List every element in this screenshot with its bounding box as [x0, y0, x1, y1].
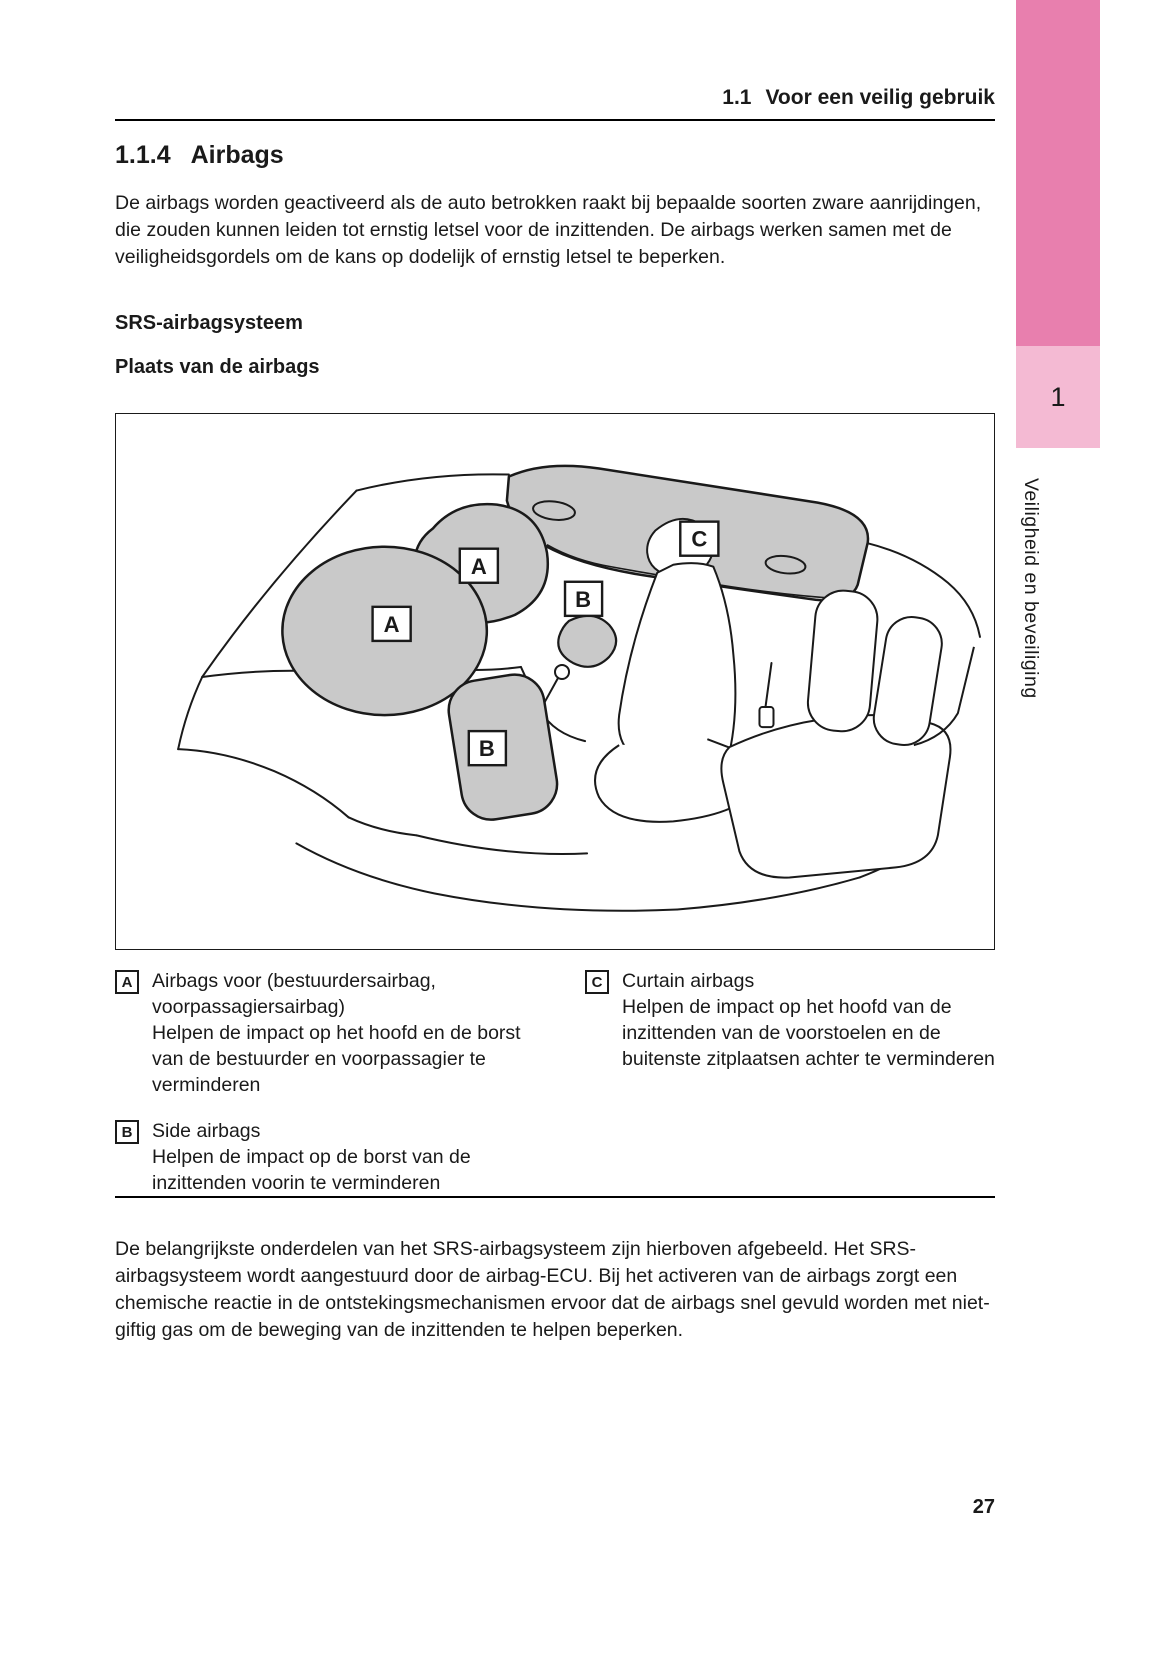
legend-divider-rule	[115, 1196, 995, 1198]
label-side-airbag-lower	[469, 731, 506, 765]
subheading-location: Plaats van de airbags	[115, 356, 320, 378]
page-content	[115, 0, 995, 1653]
legend-key-b: B	[115, 1120, 139, 1144]
section-title: Voor een veilig gebruik	[765, 86, 995, 109]
label-curtain-airbag-text: C	[691, 526, 708, 552]
subheading-srs: SRS-airbagsysteem	[115, 312, 303, 334]
legend-title-side-airbags: Side airbags	[152, 1120, 261, 1142]
legend-desc-side-airbags: Helpen de impact op de borst van de inzittenden voorin te verminderen	[152, 1146, 471, 1194]
legend-item-curtain-airbags	[585, 968, 995, 1072]
page-title-number: 1.1.4	[115, 141, 171, 169]
figure-legend	[115, 968, 995, 1196]
legend-column-right	[585, 968, 995, 1196]
label-side-airbag-upper-text: B	[575, 586, 592, 612]
label-passenger-airbag-text: A	[470, 553, 487, 579]
legend-text-side-airbags	[152, 1118, 530, 1196]
label-passenger-airbag	[460, 549, 498, 583]
label-side-airbag-upper	[565, 582, 602, 616]
airbag-figure	[115, 413, 995, 950]
legend-text-curtain-airbags	[622, 968, 995, 1072]
page-title-text: Airbags	[190, 141, 284, 169]
page-title	[115, 141, 284, 170]
header-rule	[115, 119, 995, 121]
airbag-location-illustration	[116, 414, 994, 949]
closing-paragraph: De belangrijkste onderdelen van het SRS-airbagsysteem zijn hierboven afgebeeld. Het SRS-airbagsysteem wordt aangestuurd door de airbag-ECU. Bij het activeren van de airbags zorgt een chemische reactie in de ontstekingsmechanismen ervoor dat de airbags snel gevuld worden met niet-giftig gas om de beweging van de inzittenden te helpen beperken.	[115, 1238, 990, 1341]
intro-paragraph: De airbags worden geactiveerd als de auto betrokken raakt bij bepaalde soorten zware aanrijdingen, die zouden kunnen leiden tot ernstig letsel voor de inzittenden. De airbags werken samen met de veiligheidsgordels om de kans op dodelijk of ernstig letsel te beperken.	[115, 192, 982, 268]
chapter-title-vertical: Veiligheid en beveiliging	[1020, 478, 1042, 699]
section-header	[722, 86, 995, 110]
label-side-airbag-lower-text: B	[478, 736, 495, 762]
label-driver-airbag	[373, 607, 411, 641]
page-number: 27	[972, 1496, 995, 1518]
legend-text-front-airbags	[152, 968, 530, 1098]
legend-desc-curtain-airbags: Helpen de impact op het hoofd van de inzittenden van de voorstoelen en de buitenste zitplaatsen achter te verminderen	[622, 996, 995, 1070]
legend-column-left	[115, 968, 585, 1196]
legend-desc-front-airbags: Helpen de impact op het hoofd en de borst van de bestuurder en voorpassagier te verminderen	[152, 1022, 521, 1096]
side-airbag-upper-shape	[558, 616, 616, 667]
legend-title-front-airbags: Airbags voor (bestuurdersairbag, voorpassagiersairbag)	[152, 970, 436, 1018]
label-curtain-airbag	[680, 522, 718, 556]
label-driver-airbag-text: A	[383, 611, 400, 637]
legend-key-c: C	[585, 970, 609, 994]
legend-item-side-airbags	[115, 1118, 585, 1196]
legend-key-a: A	[115, 970, 139, 994]
legend-item-front-airbags	[115, 968, 585, 1098]
legend-title-curtain-airbags: Curtain airbags	[622, 970, 755, 992]
section-number: 1.1	[722, 86, 752, 109]
chapter-number: 1	[1050, 381, 1066, 412]
chapter-color-bar	[1016, 0, 1100, 346]
chapter-number-tab	[1016, 346, 1100, 448]
